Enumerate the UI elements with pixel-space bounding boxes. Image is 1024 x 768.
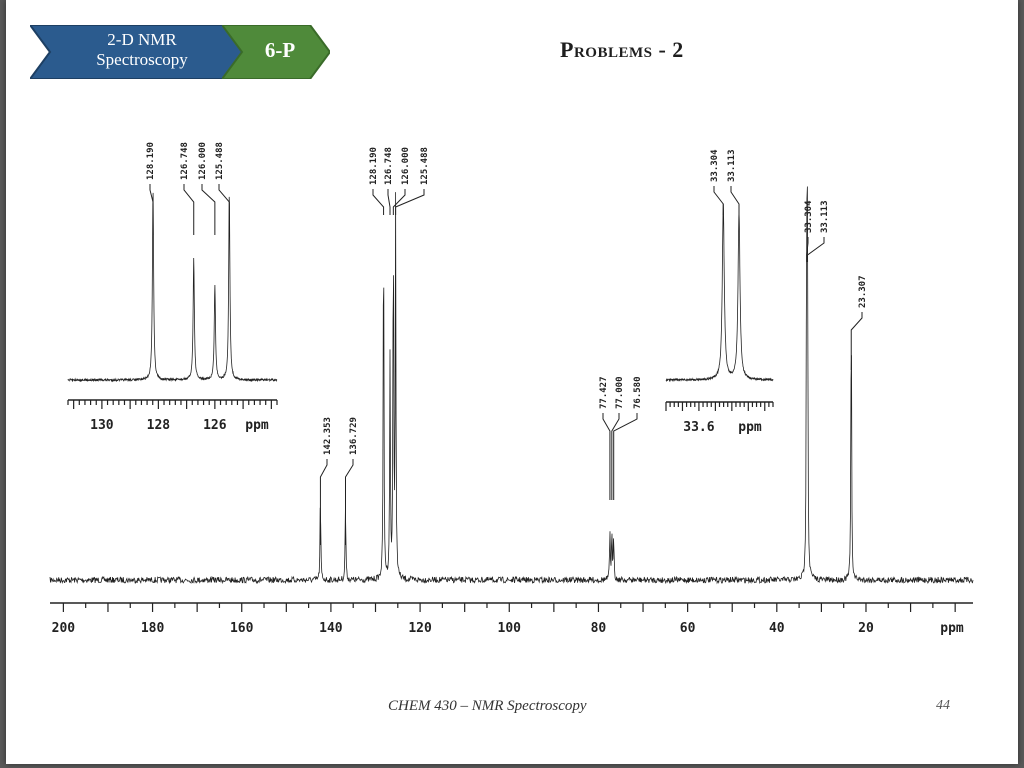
peak-label: 126.748 (384, 147, 394, 185)
peak-label: 33.304 (710, 149, 720, 182)
spectrum-trace (50, 187, 973, 584)
peak-leader (373, 189, 384, 215)
peak-leader (612, 413, 619, 500)
peak-leader (150, 184, 153, 235)
peak-label: 126.000 (198, 142, 208, 180)
peak-leader (320, 459, 327, 545)
problem-tag: 6-P (264, 38, 296, 62)
peak-leader (808, 237, 824, 262)
peak-leader (603, 413, 610, 500)
peak-label: 142.353 (323, 417, 333, 455)
x-unit-label: ppm (738, 420, 762, 435)
peak-label: 33.304 (804, 200, 814, 233)
peak-leader (202, 184, 215, 235)
spectrum-trace (68, 193, 277, 381)
peak-leader (345, 459, 353, 545)
x-tick-label: 130 (90, 418, 114, 433)
x-tick-label: 128 (146, 418, 171, 433)
peak-label: 126.000 (401, 147, 411, 185)
peak-leader (851, 312, 862, 370)
peak-leader (614, 413, 637, 500)
peak-label: 128.190 (146, 142, 156, 180)
peak-leader (184, 184, 194, 235)
x-tick-label: 160 (229, 621, 254, 636)
spectrum-trace (666, 204, 773, 381)
x-tick-label: 100 (497, 621, 522, 636)
peak-leader (393, 189, 405, 215)
inset-aliphatic (666, 149, 773, 435)
x-tick-label: 200 (51, 621, 76, 636)
x-unit-label: ppm (245, 418, 269, 433)
section-tag-line2: Spectroscopy (96, 50, 188, 69)
inset-aromatic (68, 142, 277, 433)
x-tick-label: 126 (203, 418, 227, 433)
peak-label: 128.190 (369, 147, 379, 185)
peak-label: 126.748 (180, 142, 190, 180)
peak-label: 125.488 (420, 147, 430, 185)
peak-label: 77.427 (599, 376, 609, 409)
x-tick-label: 180 (140, 621, 165, 636)
peak-label: 33.113 (820, 200, 830, 233)
x-tick-label: 80 (590, 621, 607, 636)
footer-course: CHEM 430 – NMR Spectroscopy (388, 698, 587, 714)
x-tick-label: 140 (319, 621, 343, 636)
section-tag-line1: 2-D NMR (107, 30, 177, 49)
peak-label: 33.113 (727, 149, 737, 182)
peak-leader (396, 189, 424, 215)
main-spectrum (50, 147, 973, 636)
x-tick-label: 60 (679, 621, 696, 636)
peak-label: 76.580 (633, 376, 643, 409)
peak-label: 77.000 (615, 376, 625, 409)
page-number: 44 (936, 698, 950, 713)
page-title: Problems - 2 (560, 37, 684, 62)
peak-leader (388, 189, 390, 215)
peak-leader (219, 184, 229, 235)
peak-leader (731, 186, 739, 215)
x-tick-label: 40 (768, 621, 785, 636)
x-tick-label: 120 (408, 621, 432, 636)
x-unit-label: ppm (940, 621, 964, 636)
peak-label: 136.729 (349, 417, 359, 455)
x-tick-label: 20 (858, 621, 874, 636)
peak-leader (714, 186, 723, 215)
peak-label: 23.307 (858, 275, 868, 308)
peak-label: 125.488 (215, 142, 225, 180)
x-tick-label: 33.6 (683, 420, 715, 435)
